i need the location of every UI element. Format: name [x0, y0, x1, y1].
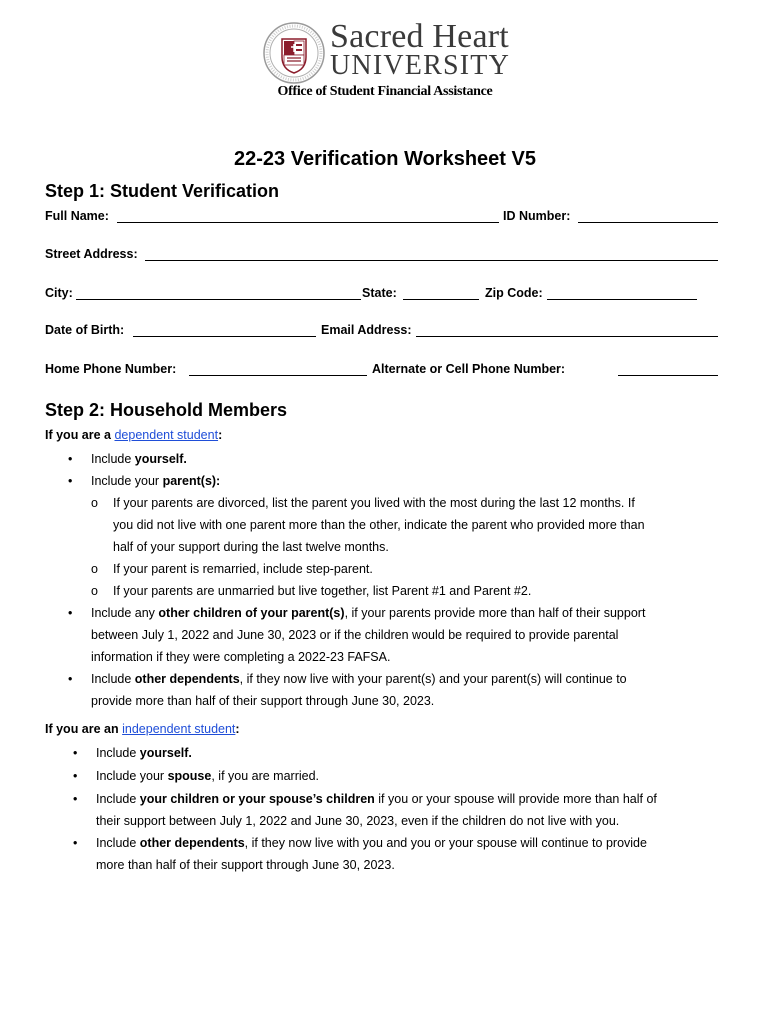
university-wordmark: [330, 20, 510, 80]
independent-intro: If you are an independent student:: [45, 722, 240, 736]
home-phone-label: Home Phone Number:: [45, 362, 177, 376]
row-phones: [45, 362, 718, 380]
row-city-state-zip: [45, 286, 718, 304]
step1-heading: Step 1: Student Verification: [45, 181, 280, 201]
alt-phone-field[interactable]: [618, 375, 718, 376]
list-item: o If your parents are unmarried but live together, list Parent #1 and Parent #2.: [91, 584, 532, 598]
office-name: Office of Student Financial Assistance: [277, 84, 493, 99]
list-item: • Include other dependents, if they now live with you and you or your spouse will continue to provide more than half of their support through June 30, 2023.: [73, 836, 647, 872]
dependent-intro: If you are a dependent student:: [45, 428, 223, 442]
row-dob-email: [45, 323, 718, 341]
list-item: • Include any other children of your parent(s), if your parents provide more than half of their support between July 1, 2022 and June 30, 2023 or if the children would be required to provide parental information if they were completing a 2022-23 FAFSA.: [68, 606, 646, 664]
list-item: • Include yourself.: [68, 452, 187, 466]
independent-student-link[interactable]: independent student: [122, 722, 236, 736]
university-name-line2: UNIVERSITY: [330, 50, 510, 81]
list-item: • Include your children or your spouse’s children if you or your spouse will provide more than half of their support between July 1, 2022 and June 30, 2023, even if the children do not live with you.: [73, 792, 657, 828]
city-label: City:: [45, 286, 73, 300]
dependent-student-link[interactable]: dependent student: [114, 428, 219, 442]
university-name-line1: Sacred Heart: [330, 18, 509, 55]
letterhead: [0, 18, 770, 108]
page-title: 22-23 Verification Worksheet V5: [234, 148, 536, 170]
list-item: • Include yourself.: [73, 746, 192, 760]
dob-label: Date of Birth:: [45, 323, 125, 337]
step2-heading: Step 2: Household Members: [45, 400, 288, 420]
list-item: • Include your spouse, if you are married.: [73, 769, 320, 783]
dob-field[interactable]: [133, 336, 316, 337]
id-number-label: ID Number:: [503, 209, 571, 223]
row-street: [45, 247, 718, 265]
list-item: o If your parent is remarried, include step-parent.: [91, 562, 373, 576]
street-address-label: Street Address:: [45, 247, 138, 261]
full-name-label: Full Name:: [45, 209, 109, 223]
state-label: State:: [362, 286, 397, 300]
list-item: • Include other dependents, if they now live with your parent(s) and your parent(s) will continue to provide more than half of their support through June 30, 2023.: [68, 672, 627, 708]
id-number-field[interactable]: [578, 222, 718, 223]
university-seal-logo: [263, 22, 325, 84]
email-label: Email Address:: [321, 323, 412, 337]
street-address-field[interactable]: [145, 260, 718, 261]
city-field[interactable]: [76, 299, 361, 300]
row-name-id: [45, 209, 718, 227]
email-field[interactable]: [416, 336, 718, 337]
alt-phone-label: Alternate or Cell Phone Number:: [372, 362, 566, 376]
home-phone-field[interactable]: [189, 375, 367, 376]
state-field[interactable]: [403, 299, 479, 300]
zip-label: Zip Code:: [485, 286, 543, 300]
list-item: o If your parents are divorced, list the parent you lived with the most during the last 12 months. If you did not live with one parent more than the other, indicate the parent who provided more than half of your support during the last twelve months.: [91, 496, 645, 554]
zip-field[interactable]: [547, 299, 697, 300]
list-item: • Include your parent(s):: [68, 474, 221, 488]
full-name-field[interactable]: [117, 222, 499, 223]
